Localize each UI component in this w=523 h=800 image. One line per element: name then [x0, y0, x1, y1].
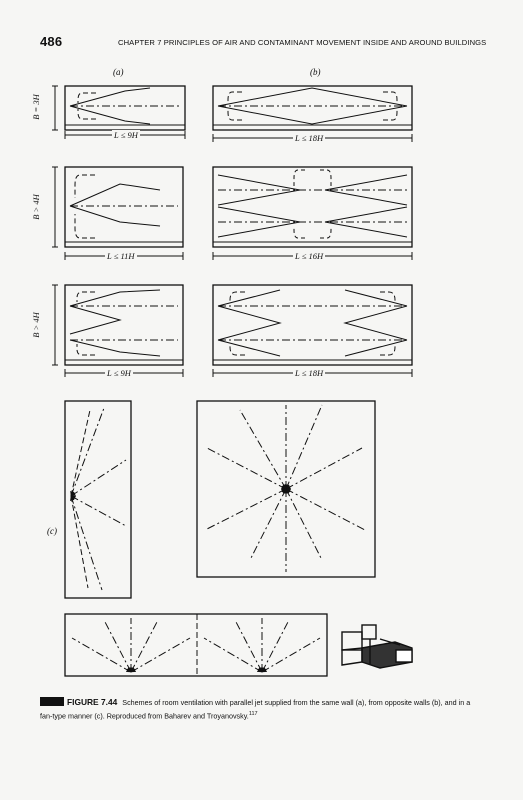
scheme-c-tall	[65, 401, 131, 598]
caption-reference: 117	[248, 710, 258, 717]
running-head: CHAPTER 7 PRINCIPLES OF AIR AND CONTAMINANT MOVEMENT INSIDE AND AROUND BUILDINGS	[118, 38, 487, 47]
panel-label-b: (b)	[310, 67, 321, 77]
scheme-row3-b	[213, 285, 412, 377]
scheme-c-square	[197, 401, 375, 577]
dim-row2-width: B > 4H	[30, 194, 41, 220]
dim-row3-a-length: L ≤ 9H	[107, 368, 131, 378]
caption-text: Schemes of room ventilation with parallel jet supplied from the same wall (a), from opposite walls (b), and in a fan-type manner (c). Reproduced from Baharev and Troyanovsky.	[40, 698, 471, 720]
dim-row1-b-length: L ≤ 18H	[295, 133, 324, 143]
scheme-row2-b	[213, 167, 412, 260]
caption-marker	[40, 697, 64, 706]
scheme-row3-a	[52, 285, 183, 377]
dim-row1-a-length: L ≤ 9H	[114, 130, 138, 140]
dim-row2-b-length: L ≤ 16H	[295, 251, 324, 261]
dim-row2-a-length: L ≤ 11H	[107, 251, 135, 261]
page-number: 486	[40, 34, 63, 49]
scheme-c-wide	[65, 614, 327, 676]
figure-caption	[40, 697, 480, 721]
dim-row3-width: B > 4H	[30, 312, 41, 338]
dim-row1-width: B = 3H	[30, 94, 41, 120]
caption-label: FIGURE 7.44	[67, 697, 118, 707]
panel-label-c: (c)	[47, 526, 57, 536]
scheme-row2-a	[52, 167, 183, 260]
building-sketch-icon	[342, 625, 412, 668]
panel-label-a: (a)	[113, 67, 124, 77]
dim-row3-b-length: L ≤ 18H	[295, 368, 324, 378]
